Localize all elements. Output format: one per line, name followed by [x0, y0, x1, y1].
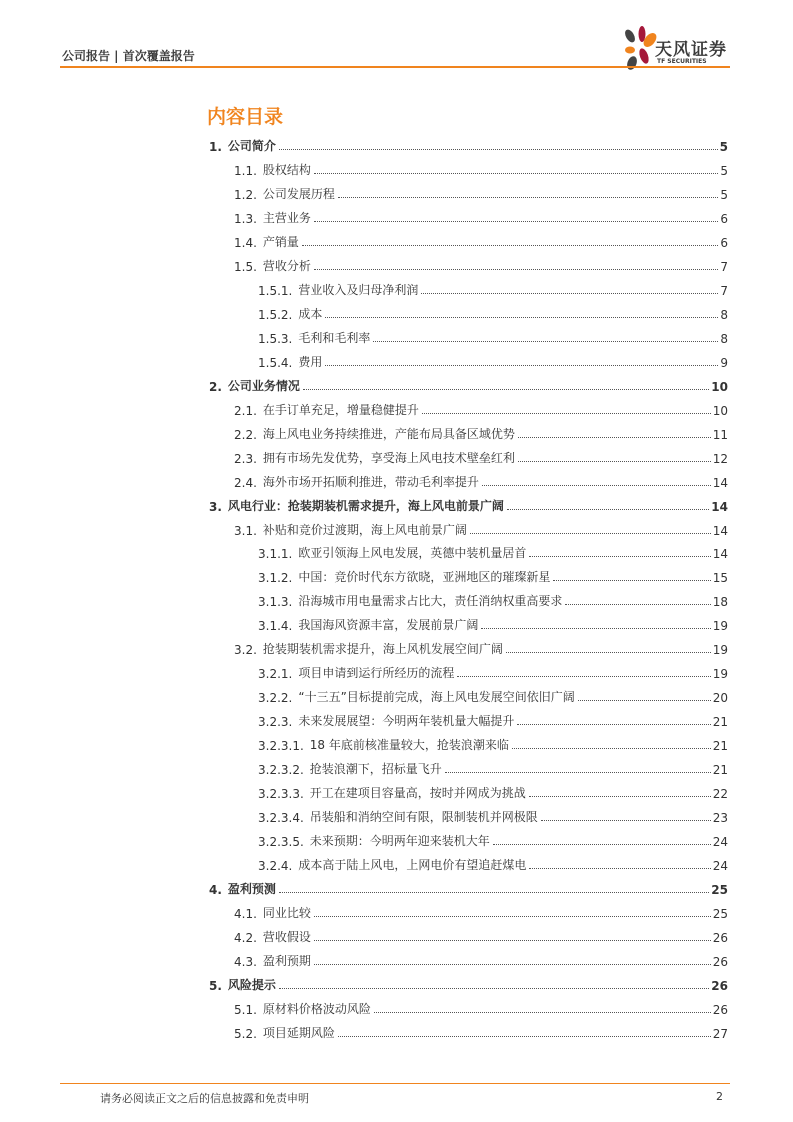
toc-entry[interactable]	[234, 254, 728, 274]
toc-entry-number: 4.	[209, 883, 222, 898]
toc-entry-number: 1.5.2.	[258, 307, 293, 322]
toc-dot-leader	[541, 820, 711, 821]
logo-name: 天风证券	[655, 40, 727, 60]
toc-entry-page: 23	[712, 811, 728, 826]
toc-entry-label: 原材料价格波动风险	[262, 1001, 371, 1016]
toc-entry-page: 26	[711, 978, 728, 993]
toc-dot-leader	[338, 1036, 711, 1037]
toc-dot-leader	[553, 580, 710, 581]
toc-entry-page: 21	[712, 763, 728, 778]
toc-entry[interactable]	[209, 374, 728, 394]
footer-disclaimer: 请务必阅读正文之后的信息披露和免责申明	[100, 1092, 309, 1105]
toc-dot-leader	[373, 341, 718, 342]
toc-entry-page: 11	[712, 427, 728, 442]
toc-dot-leader	[481, 628, 710, 629]
toc-entry-label: 沿海城市用电量需求占比大，责任消纳权重高要求	[298, 594, 563, 609]
toc-entry[interactable]	[258, 541, 728, 561]
toc-entry-number: 3.2.4.	[258, 859, 293, 874]
toc-entry[interactable]	[234, 230, 728, 250]
toc-entry-number: 5.	[209, 978, 222, 993]
toc-entry-page: 18	[712, 595, 728, 610]
toc-dot-leader	[279, 149, 718, 150]
toc-entry-label: 我国海风资源丰富，发展前景广阔	[298, 618, 479, 633]
toc-entry[interactable]	[258, 781, 728, 801]
toc-entry-number: 3.2.3.2.	[258, 763, 304, 778]
header-divider	[60, 66, 730, 68]
toc-entry-label: 费用	[298, 354, 323, 369]
toc-entry[interactable]	[209, 973, 728, 993]
toc-entry-page: 26	[712, 931, 728, 945]
toc-entry-number: 2.1.	[234, 403, 257, 418]
toc-entry-label: 公司发展历程	[262, 186, 335, 201]
toc-entry[interactable]	[234, 206, 728, 226]
toc-entry-page: 7	[720, 283, 728, 298]
toc-dot-leader	[529, 796, 711, 797]
toc-dot-leader	[470, 533, 711, 534]
toc-dot-leader	[517, 724, 710, 725]
toc-entry-number: 4.1.	[234, 907, 257, 922]
toc-entry-page: 14	[711, 499, 728, 514]
toc-dot-leader	[314, 221, 718, 222]
toc-entry-number: 3.1.	[234, 523, 257, 538]
toc-entry-number: 3.2.3.4.	[258, 811, 304, 826]
toc-dot-leader	[565, 604, 710, 605]
toc-entry-label: 营收分析	[262, 258, 311, 273]
toc-dot-leader	[457, 676, 710, 677]
toc-entry-page: 24	[712, 835, 728, 850]
toc-dot-leader	[279, 988, 709, 989]
toc-entry[interactable]	[258, 278, 728, 298]
toc-entry-label: “十三五”目标提前完成，海上风电发展空间依旧广阔	[298, 690, 575, 705]
toc-entry-number: 1.4.	[234, 235, 257, 250]
toc-entry[interactable]	[258, 685, 728, 705]
toc-entry-label: 拥有市场先发优势，享受海上风电技术壁垒红利	[262, 450, 515, 465]
toc-dot-leader	[302, 245, 718, 246]
toc-entry-label: 18 年底前核准量较大，抢装浪潮来临	[309, 738, 509, 753]
toc-entry[interactable]	[258, 589, 728, 609]
toc-entry-page: 14	[712, 547, 728, 562]
report-type-label: 公司报告 | 首次覆盖报告	[62, 49, 195, 63]
toc-entry-page: 22	[712, 787, 728, 802]
toc-entry-label: 营收假设	[262, 930, 311, 944]
toc-entry-number: 1.5.4.	[258, 355, 293, 370]
toc-entry[interactable]	[234, 949, 728, 969]
toc-dot-leader	[314, 269, 718, 270]
toc-entry[interactable]	[234, 158, 728, 178]
toc-entry[interactable]	[234, 446, 728, 466]
toc-entry-number: 3.1.4.	[258, 619, 293, 634]
toc-entry[interactable]	[258, 829, 728, 849]
toc-dot-leader	[314, 940, 711, 941]
logo-subtitle: TF SECURITIES	[657, 58, 707, 65]
toc-dot-leader	[338, 197, 718, 198]
toc-entry-number: 3.2.3.3.	[258, 787, 304, 802]
toc-entry-number: 2.3.	[234, 451, 257, 466]
toc-entry-page: 12	[712, 451, 728, 466]
toc-entry-number: 3.1.1.	[258, 547, 293, 562]
toc-dot-leader	[482, 485, 711, 486]
toc-entry-number: 5.2.	[234, 1026, 257, 1041]
toc-entry-page: 20	[712, 691, 728, 706]
toc-dot-leader	[445, 772, 711, 773]
toc-entry-number: 1.5.1.	[258, 283, 293, 298]
toc-entry-page: 15	[712, 571, 728, 586]
toc-dot-leader	[279, 892, 709, 893]
toc-entry-number: 3.2.3.1.	[258, 739, 304, 754]
toc-entry[interactable]	[209, 494, 728, 514]
toc-entry-page: 24	[712, 859, 728, 874]
toc-entry-number: 4.3.	[234, 954, 257, 969]
toc-entry-page: 25	[711, 883, 728, 898]
toc-dot-leader	[314, 916, 711, 917]
toc-dot-leader	[507, 509, 709, 510]
toc-entry-label: 主营业务	[262, 210, 311, 225]
toc-entry-label: 项目延期风险	[262, 1025, 335, 1040]
toc-dot-leader	[303, 389, 709, 390]
toc-entry[interactable]	[258, 302, 728, 322]
toc-entry-label: 开工在建项目容量高，按时并网成为挑战	[309, 786, 526, 801]
toc-entry-number: 3.2.1.	[258, 667, 293, 682]
toc-entry[interactable]	[258, 565, 728, 585]
toc-entry[interactable]	[234, 901, 728, 921]
toc-dot-leader	[529, 556, 710, 557]
toc-entry-page: 10	[711, 379, 728, 394]
toc-entry-label: 风电行业：抢装期装机需求提升，海上风电前景广阔	[227, 498, 504, 513]
toc-entry-page: 21	[712, 715, 728, 730]
toc-entry-page: 6	[720, 211, 728, 226]
toc-entry-label: 在手订单充足，增量稳健提升	[262, 402, 419, 417]
toc-entry[interactable]	[258, 613, 728, 633]
toc-entry-page: 5	[720, 163, 728, 178]
toc-dot-leader	[518, 437, 711, 438]
toc-entry-number: 1.5.3.	[258, 331, 293, 346]
toc-entry-label: 营业收入及归母净利润	[298, 282, 419, 297]
toc-entry-number: 1.5.	[234, 259, 257, 274]
toc-entry-number: 5.1.	[234, 1002, 257, 1017]
toc-entry-label: 补贴和竞价过渡期，海上风电前景广阔	[262, 522, 467, 537]
page-number: 2	[716, 1090, 723, 1103]
toc-entry-label: 抢装浪潮下，招标量飞升	[309, 762, 442, 777]
toc-entry-label: 公司业务情况	[227, 378, 300, 393]
toc-dot-leader	[493, 844, 711, 845]
toc-dot-leader	[314, 964, 711, 965]
toc-entry[interactable]	[258, 733, 728, 753]
toc-dot-leader	[518, 461, 711, 462]
toc-entry-label: 公司简介	[227, 139, 276, 153]
toc-entry[interactable]	[258, 709, 728, 729]
toc-entry[interactable]	[258, 805, 728, 825]
toc-entry-label: 海外市场开拓顺利推进，带动毛利率提升	[262, 474, 479, 489]
toc-entry-page: 5	[720, 187, 728, 202]
toc-entry-page: 8	[720, 331, 728, 346]
toc-entry[interactable]	[209, 877, 728, 897]
toc-entry-page: 14	[712, 475, 728, 490]
toc-entry[interactable]	[234, 637, 728, 657]
toc-entry-label: 项目申请到运行所经历的流程	[298, 666, 455, 681]
toc-entry-label: 未来发展展望：今明两年装机量大幅提升	[298, 714, 515, 729]
toc-entry-number: 3.2.3.5.	[258, 835, 304, 850]
toc-entry[interactable]	[234, 518, 728, 538]
toc-entry-number: 4.2.	[234, 931, 257, 945]
toc-entry-page: 7	[720, 259, 728, 274]
toc-title: 内容目录	[207, 106, 284, 128]
toc-entry-label: 同业比较	[262, 906, 311, 921]
toc-entry-page: 19	[712, 667, 728, 682]
toc-entry[interactable]	[258, 350, 728, 370]
toc-dot-leader	[422, 413, 711, 414]
toc-entry-label: 欧亚引领海上风电发展，英德中装机量居首	[298, 546, 527, 561]
toc-entry-page: 25	[712, 907, 728, 922]
toc-entry-page: 19	[712, 619, 728, 634]
toc-entry[interactable]	[234, 182, 728, 202]
footer-divider	[60, 1083, 730, 1084]
toc-entry-label: 成本高于陆上风电，上网电价有望追赶煤电	[298, 858, 527, 873]
toc-entry-number: 1.	[209, 140, 222, 154]
toc-entry-label: 未来预期：今明两年迎来装机大年	[309, 834, 490, 849]
toc-dot-leader	[506, 652, 711, 653]
toc-entry[interactable]	[234, 997, 728, 1017]
toc-entry-label: 盈利预期	[262, 953, 311, 968]
toc-entry-label: 吊装船和消纳空间有限，限制装机并网极限	[309, 810, 538, 825]
toc-entry-number: 3.2.	[234, 643, 257, 658]
toc-entry-number: 2.	[209, 379, 222, 394]
toc-entry-label: 股权结构	[262, 162, 311, 177]
toc-entry[interactable]	[209, 134, 728, 154]
toc-entry[interactable]	[234, 422, 728, 442]
toc-entry[interactable]	[234, 1021, 728, 1041]
toc-dot-leader	[529, 868, 710, 869]
toc-entry-page: 8	[720, 307, 728, 322]
toc-entry-page: 19	[712, 643, 728, 658]
toc-entry-page: 9	[720, 355, 728, 370]
toc-entry-page: 26	[712, 954, 728, 969]
toc-entry[interactable]	[258, 757, 728, 777]
toc-entry[interactable]	[234, 398, 728, 418]
toc-entry-number: 2.4.	[234, 475, 257, 490]
toc-dot-leader	[512, 748, 711, 749]
toc-entry-page: 27	[712, 1026, 728, 1041]
toc-entry-number: 1.3.	[234, 211, 257, 226]
toc-entry-number: 3.2.2.	[258, 691, 293, 706]
toc-entry-number: 1.1.	[234, 163, 257, 178]
toc-entry-number: 3.1.3.	[258, 595, 293, 610]
toc-entry-number: 3.2.3.	[258, 715, 293, 730]
toc-entry-label: 海上风电业务持续推进，产能布局具备区域优势	[262, 426, 515, 441]
toc-dot-leader	[325, 365, 718, 366]
toc-entry-page: 26	[712, 1002, 728, 1017]
toc-dot-leader	[374, 1012, 711, 1013]
toc-entry-label: 抢装期装机需求提升，海上风机发展空间广阔	[262, 642, 503, 657]
toc-entry-label: 成本	[298, 306, 323, 321]
toc-entry-number: 3.1.2.	[258, 571, 293, 586]
toc-dot-leader	[314, 173, 718, 174]
toc-entry-page: 14	[712, 523, 728, 538]
toc-entry-page: 6	[720, 235, 728, 250]
toc-entry[interactable]	[258, 326, 728, 346]
toc-dot-leader	[421, 293, 718, 294]
toc-entry-label: 盈利预测	[227, 882, 276, 897]
toc-entry-label: 毛利和毛利率	[298, 330, 371, 345]
toc-dot-leader	[325, 317, 718, 318]
toc-entry-number: 2.2.	[234, 427, 257, 442]
toc-entry-page: 21	[712, 739, 728, 754]
toc-entry-page: 5	[719, 140, 728, 154]
toc-entry-label: 中国：竞价时代东方欲晓，亚洲地区的璀璨新星	[298, 570, 551, 585]
toc-entry-page: 10	[712, 403, 728, 418]
toc-entry-number: 1.2.	[234, 187, 257, 202]
toc-entry[interactable]	[258, 853, 728, 873]
toc-entry[interactable]	[234, 925, 728, 945]
toc-dot-leader	[578, 700, 711, 701]
toc-entry-label: 风险提示	[227, 977, 276, 992]
toc-entry-number: 3.	[209, 499, 222, 514]
toc-entry[interactable]	[234, 470, 728, 490]
toc-entry[interactable]	[258, 661, 728, 681]
toc-entry-label: 产销量	[262, 234, 299, 249]
